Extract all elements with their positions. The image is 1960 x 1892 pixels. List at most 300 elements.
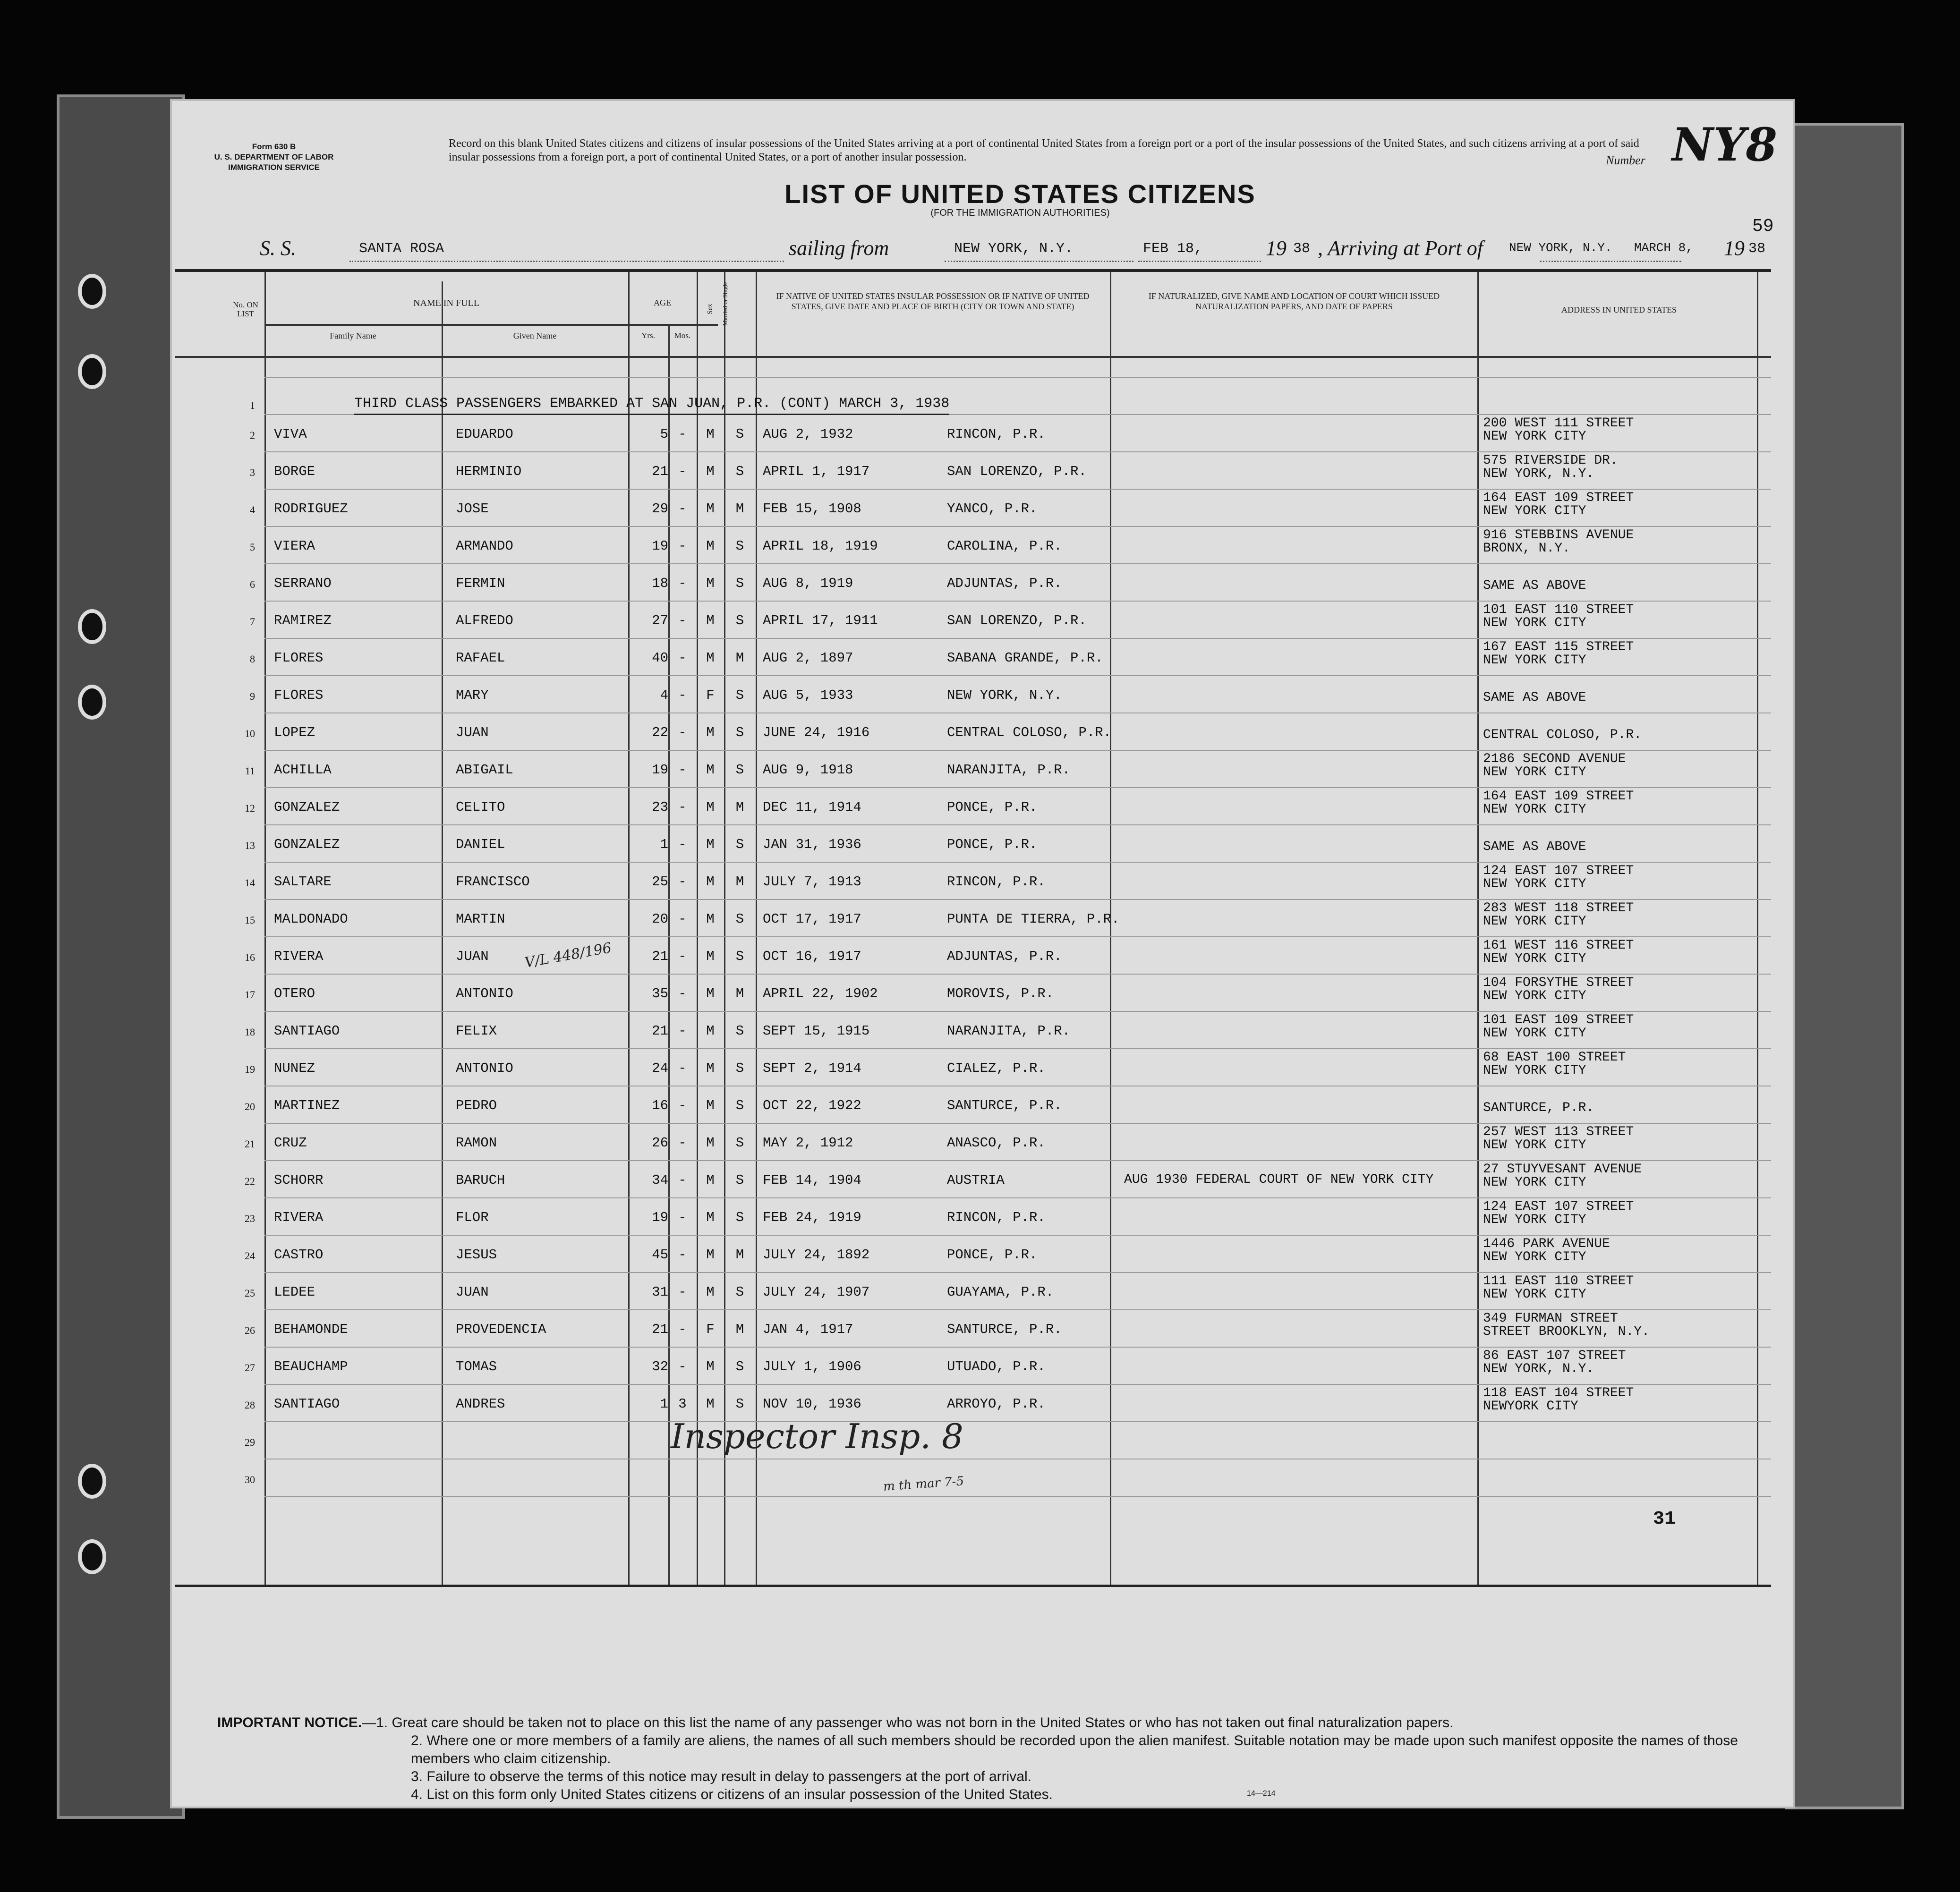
birth-date: SEPT 15, 1915 — [763, 1023, 870, 1039]
arrive-year-prefix: 19 — [1724, 237, 1745, 260]
row-rule — [264, 1235, 1771, 1236]
birth-place: GUAYAMA, P.R. — [947, 1284, 1054, 1300]
given-name: RAMON — [456, 1135, 497, 1151]
column-divider — [1757, 272, 1758, 1585]
row-rule — [264, 675, 1771, 676]
binder-hole — [78, 354, 106, 389]
header-married-single: Married or Single — [721, 282, 729, 326]
family-name: MARTINEZ — [274, 1098, 340, 1113]
marital-status: S — [735, 576, 744, 591]
sex: M — [706, 613, 715, 628]
birth-place: PUNTA DE TIERRA, P.R. — [947, 911, 1120, 927]
row-rule — [264, 638, 1771, 639]
row-number: 18 — [245, 1026, 255, 1038]
row-rule — [264, 1048, 1771, 1049]
birth-date: SEPT 2, 1914 — [763, 1061, 861, 1076]
row-rule — [264, 1347, 1771, 1348]
from-year-prefix: 19 — [1266, 237, 1287, 260]
header-yrs: Yrs. — [641, 331, 655, 340]
header-name-in-full: NAME IN FULL — [413, 298, 479, 308]
age-months: - — [678, 949, 687, 964]
age-years: 21 — [652, 1023, 668, 1039]
sex: M — [706, 725, 715, 740]
from-year: 38 — [1293, 241, 1311, 257]
row-rule — [264, 526, 1771, 527]
age-months: - — [678, 426, 687, 442]
vl-annotation: V/L 448/196 — [523, 940, 613, 971]
age-months: - — [678, 986, 687, 1001]
marital-status: S — [735, 725, 744, 740]
row-rule — [264, 936, 1771, 937]
address-line-2: NEW YORK, N.Y. — [1483, 1362, 1594, 1376]
row-rule — [264, 1384, 1771, 1385]
birth-place: ARROYO, P.R. — [947, 1396, 1046, 1412]
passenger-total: 31 — [1653, 1509, 1676, 1530]
address-line-1: SAME AS ABOVE — [1483, 578, 1586, 593]
marital-status: S — [735, 1359, 744, 1374]
row-number: 10 — [245, 728, 255, 739]
address-line-2: NEW YORK CITY — [1483, 989, 1586, 1003]
birth-date: APRIL 1, 1917 — [763, 464, 870, 479]
given-name: PEDRO — [456, 1098, 497, 1113]
birth-place: UTUADO, P.R. — [947, 1359, 1046, 1374]
address-line-1: 101 EAST 109 STREET — [1483, 1013, 1634, 1027]
row-number: 28 — [245, 1399, 255, 1411]
row-number: 26 — [245, 1324, 255, 1336]
column-divider — [264, 272, 266, 1585]
age-months: - — [678, 1247, 687, 1263]
binder-hole — [78, 609, 106, 644]
header-given-name: Given Name — [513, 331, 557, 340]
row-number: 5 — [250, 541, 255, 553]
row-number: 8 — [250, 653, 255, 665]
manifest-page — [170, 99, 1795, 1808]
important-notice — [217, 1714, 1752, 1804]
row-number: 17 — [245, 989, 255, 1001]
number-label: Number — [1606, 153, 1645, 167]
address-line-1: 124 EAST 107 STREET — [1483, 864, 1634, 878]
marital-status: S — [735, 1172, 744, 1188]
address-line-2: NEW YORK CITY — [1483, 1250, 1586, 1264]
sex: M — [706, 1359, 715, 1374]
birth-place: NARANJITA, P.R. — [947, 762, 1071, 778]
birth-date: JULY 7, 1913 — [763, 874, 861, 890]
header-no: No. ON LIST — [233, 300, 258, 318]
sex: M — [706, 986, 715, 1001]
marital-status: S — [735, 762, 744, 778]
age-years: 35 — [652, 986, 668, 1001]
sex: M — [706, 1135, 715, 1151]
sex: M — [706, 762, 715, 778]
family-name: LEDEE — [274, 1284, 315, 1300]
birth-place: PONCE, P.R. — [947, 1247, 1038, 1263]
given-name: TOMAS — [456, 1359, 497, 1374]
address-line-1: 257 WEST 113 STREET — [1483, 1125, 1634, 1139]
sex: M — [706, 837, 715, 852]
ss-label: S. S. — [260, 237, 296, 260]
notice-item-4: 4. List on this form only United States citizens or citizens of an insular possession of the United States. — [411, 1787, 1053, 1802]
sex: M — [706, 1023, 715, 1039]
address-line-2: NEW YORK CITY — [1483, 653, 1586, 668]
sex: M — [706, 650, 715, 666]
marital-status: S — [735, 1284, 744, 1300]
birth-place: AUSTRIA — [947, 1172, 1005, 1188]
age-months: - — [678, 1023, 687, 1039]
address-line-2: STREET BROOKLYN, N.Y. — [1483, 1324, 1650, 1339]
sex: M — [706, 911, 715, 927]
given-name: ALFREDO — [456, 613, 513, 628]
age-years: 26 — [652, 1135, 668, 1151]
row-number: 23 — [245, 1213, 255, 1224]
birth-place: NARANJITA, P.R. — [947, 1023, 1071, 1039]
family-name: SALTARE — [274, 874, 332, 890]
marital-status: S — [735, 949, 744, 964]
row-rule — [264, 787, 1771, 788]
age-years: 24 — [652, 1061, 668, 1076]
age-months: - — [678, 1284, 687, 1300]
section-heading: THIRD CLASS PASSENGERS EMBARKED AT SAN JUAN, P.R. (CONT) MARCH 3, 1938 — [354, 396, 949, 415]
row-number: 27 — [245, 1362, 255, 1374]
address-line-1: CENTRAL COLOSO, P.R. — [1483, 728, 1642, 742]
row-rule — [264, 862, 1771, 863]
birth-place: PONCE, P.R. — [947, 837, 1038, 852]
family-name: LOPEZ — [274, 725, 315, 740]
birth-place: SAN LORENZO, P.R. — [947, 613, 1087, 628]
birth-place: SABANA GRANDE, P.R. — [947, 650, 1103, 666]
address-line-2: NEW YORK CITY — [1483, 877, 1586, 891]
family-name: VIVA — [274, 426, 307, 442]
marital-status: M — [735, 986, 744, 1001]
sex: M — [706, 576, 715, 591]
address-line-1: 124 EAST 107 STREET — [1483, 1199, 1634, 1214]
age-months: - — [678, 1322, 687, 1337]
given-name: ANTONIO — [456, 1061, 513, 1076]
address-line-2: NEW YORK CITY — [1483, 429, 1586, 444]
age-years: 31 — [652, 1284, 668, 1300]
birth-place: CENTRAL COLOSO, P.R. — [947, 725, 1112, 740]
family-name: BORGE — [274, 464, 315, 479]
binder-hole — [78, 685, 106, 720]
arrive-year: 38 — [1748, 241, 1766, 257]
marital-status: M — [735, 1322, 744, 1337]
address-line-1: 164 EAST 109 STREET — [1483, 491, 1634, 505]
row-number: 14 — [245, 877, 255, 889]
row-number: 7 — [250, 616, 255, 628]
row-number: 29 — [245, 1436, 255, 1448]
birth-place: NEW YORK, N.Y. — [947, 687, 1062, 703]
birth-date: AUG 2, 1897 — [763, 650, 853, 666]
address-line-2: NEW YORK CITY — [1483, 1138, 1586, 1153]
row-rule — [264, 1496, 1771, 1497]
sex: M — [706, 799, 715, 815]
family-name: RAMIREZ — [274, 613, 332, 628]
family-name: MALDONADO — [274, 911, 348, 927]
address-line-1: 916 STEBBINS AVENUE — [1483, 528, 1634, 543]
birth-place: SANTURCE, P.R. — [947, 1322, 1062, 1337]
family-name: VIERA — [274, 538, 315, 554]
address-line-1: 349 FURMAN STREET — [1483, 1311, 1618, 1326]
age-years: 19 — [652, 538, 668, 554]
birth-place: RINCON, P.R. — [947, 874, 1046, 890]
given-name: BARUCH — [456, 1172, 505, 1188]
fill-line — [1540, 261, 1681, 262]
age-months: - — [678, 576, 687, 591]
row-number: 13 — [245, 840, 255, 851]
row-number: 11 — [245, 765, 255, 777]
column-divider — [1110, 272, 1111, 1585]
row-number: 15 — [245, 914, 255, 926]
sailing-label: sailing from — [789, 237, 889, 260]
address-line-1: 86 EAST 107 STREET — [1483, 1349, 1626, 1363]
family-name: GONZALEZ — [274, 837, 340, 852]
address-line-1: 2186 SECOND AVENUE — [1483, 752, 1626, 766]
notice-item-2: 2. Where one or more members of a family are aliens, the names of all such members should be recorded upon the alien manifest. Suitable notation may be made upon such manifest opposite the names of those members who claim citizenship. — [411, 1733, 1738, 1766]
family-name: GONZALEZ — [274, 799, 340, 815]
sex: M — [706, 501, 715, 517]
address-line-1: 68 EAST 100 STREET — [1483, 1050, 1626, 1065]
marital-status: S — [735, 1396, 744, 1412]
age-months: 3 — [678, 1396, 687, 1412]
birth-place: ANASCO, P.R. — [947, 1135, 1046, 1151]
family-name: BEHAMONDE — [274, 1322, 348, 1337]
age-years: 20 — [652, 911, 668, 927]
family-name: SANTIAGO — [274, 1396, 340, 1412]
page-number: 59 — [1752, 216, 1774, 237]
age-months: - — [678, 501, 687, 517]
age-years: 5 — [660, 426, 668, 442]
marital-status: S — [735, 687, 744, 703]
row-rule — [264, 563, 1771, 564]
notice-item-1: —1. Great care should be taken not to place on this list the name of any passenger who was not born in the United States or who has not taken out final naturalization papers. — [362, 1715, 1454, 1731]
sex: M — [706, 949, 715, 964]
marital-status: S — [735, 1061, 744, 1076]
page-subtitle: (FOR THE IMMIGRATION AUTHORITIES) — [930, 208, 1110, 218]
header-naturalized: IF NATURALIZED, GIVE NAME AND LOCATION OF COURT WHICH ISSUED NATURALIZATION PAPERS, AND DATE OF PAPERS — [1148, 291, 1440, 311]
birth-place: SANTURCE, P.R. — [947, 1098, 1062, 1113]
given-name: ARMANDO — [456, 538, 513, 554]
birth-date: JULY 24, 1907 — [763, 1284, 870, 1300]
sex: M — [706, 538, 715, 554]
sex: M — [706, 1061, 715, 1076]
birth-place: ADJUNTAS, P.R. — [947, 949, 1062, 964]
address-line-1: SANTURCE, P.R. — [1483, 1101, 1594, 1115]
sex: M — [706, 426, 715, 442]
family-name: OTERO — [274, 986, 315, 1001]
age-years: 4 — [660, 687, 668, 703]
header-age: AGE — [654, 298, 671, 307]
birth-date: AUG 9, 1918 — [763, 762, 853, 778]
given-name: ANTONIO — [456, 986, 513, 1001]
given-name: FELIX — [456, 1023, 497, 1039]
age-months: - — [678, 837, 687, 852]
row-rule — [264, 1123, 1771, 1124]
birth-place: MOROVIS, P.R. — [947, 986, 1054, 1001]
row-number: 21 — [245, 1138, 255, 1150]
given-name: EDUARDO — [456, 426, 513, 442]
marital-status: S — [735, 613, 744, 628]
arrive-date: MARCH 8, — [1634, 241, 1693, 255]
ship-name: SANTA ROSA — [359, 241, 444, 257]
address-line-2: NEW YORK CITY — [1483, 1063, 1586, 1078]
given-name: DANIEL — [456, 837, 505, 852]
address-line-2: NEW YORK CITY — [1483, 504, 1586, 518]
form-id-line: IMMIGRATION SERVICE — [228, 163, 320, 172]
age-months: - — [678, 874, 687, 890]
age-years: 1 — [660, 837, 668, 852]
row-rule — [264, 1197, 1771, 1198]
marital-status: S — [735, 1210, 744, 1225]
given-name: RAFAEL — [456, 650, 505, 666]
family-name: ACHILLA — [274, 762, 332, 778]
naturalization-court: AUG 1930 FEDERAL COURT OF NEW YORK CITY — [1124, 1172, 1434, 1187]
given-name: PROVEDENCIA — [456, 1322, 546, 1337]
address-line-1: 283 WEST 118 STREET — [1483, 901, 1634, 916]
birth-date: OCT 22, 1922 — [763, 1098, 861, 1113]
given-name: ABIGAIL — [456, 762, 513, 778]
binder-hole — [78, 274, 106, 309]
row-rule — [264, 1160, 1771, 1161]
row-number: 25 — [245, 1287, 255, 1299]
row-rule — [264, 1421, 1771, 1422]
age-months: - — [678, 613, 687, 628]
birth-date: DEC 11, 1914 — [763, 799, 861, 815]
marital-status: S — [735, 1098, 744, 1113]
sex: M — [706, 874, 715, 890]
birth-date: MAY 2, 1912 — [763, 1135, 853, 1151]
birth-date: JULY 1, 1906 — [763, 1359, 861, 1374]
age-years: 18 — [652, 576, 668, 591]
marital-status: M — [735, 501, 744, 517]
birth-date: AUG 2, 1932 — [763, 426, 853, 442]
given-name: JESUS — [456, 1247, 497, 1263]
family-name: RODRIGUEZ — [274, 501, 348, 517]
birth-date: FEB 24, 1919 — [763, 1210, 861, 1225]
age-months: - — [678, 464, 687, 479]
address-line-1: 200 WEST 111 STREET — [1483, 416, 1634, 431]
record-instructions: Record on this blank United States citizens and citizens of insular possessions of the United States arriving at a port of continental United States from a foreign port or a port of the insular possessions of the United States, and such citizens arriving at a port of said insular possessions from a foreign port, a port of continental United States, or a port of another insular possession. — [449, 137, 1639, 163]
age-months: - — [678, 1210, 687, 1225]
address-line-2: NEW YORK CITY — [1483, 802, 1586, 817]
age-months: - — [678, 799, 687, 815]
family-name: SCHORR — [274, 1172, 324, 1188]
row-number: 9 — [250, 690, 255, 702]
marital-status: S — [735, 464, 744, 479]
row-number: 22 — [245, 1175, 255, 1187]
birth-date: AUG 8, 1919 — [763, 576, 853, 591]
birth-date: JULY 24, 1892 — [763, 1247, 870, 1263]
birth-date: JAN 4, 1917 — [763, 1322, 853, 1337]
age-years: 34 — [652, 1172, 668, 1188]
family-name: NUNEZ — [274, 1061, 315, 1076]
address-line-2: BRONX, N.Y. — [1483, 541, 1570, 556]
binder-strip — [57, 94, 185, 1819]
address-line-1: 104 FORSYTHE STREET — [1483, 976, 1634, 990]
marital-status: M — [735, 874, 744, 890]
address-line-1: 167 EAST 115 STREET — [1483, 640, 1634, 654]
birth-date: JAN 31, 1936 — [763, 837, 861, 852]
form-code: 14—214 — [1247, 1790, 1276, 1798]
sex: F — [706, 1322, 715, 1337]
age-years: 23 — [652, 799, 668, 815]
header-divider — [175, 356, 1771, 358]
fill-line — [945, 261, 1133, 262]
address-line-2: NEW YORK, N.Y. — [1483, 467, 1594, 481]
age-years: 27 — [652, 613, 668, 628]
family-name: FLORES — [274, 687, 324, 703]
address-line-2: NEW YORK CITY — [1483, 765, 1586, 780]
age-months: - — [678, 1135, 687, 1151]
given-name: FRANCISCO — [456, 874, 530, 890]
age-months: - — [678, 725, 687, 740]
address-line-1: 161 WEST 116 STREET — [1483, 938, 1634, 953]
marital-status: M — [735, 650, 744, 666]
row-rule — [264, 1272, 1771, 1273]
age-years: 40 — [652, 650, 668, 666]
address-line-1: 164 EAST 109 STREET — [1483, 789, 1634, 804]
marital-status: M — [735, 1247, 744, 1263]
birth-date: FEB 15, 1908 — [763, 501, 861, 517]
row-rule — [264, 451, 1771, 452]
age-months: - — [678, 538, 687, 554]
age-months: - — [678, 762, 687, 778]
age-years: 45 — [652, 1247, 668, 1263]
row-number: 19 — [245, 1063, 255, 1075]
sex: M — [706, 1284, 715, 1300]
address-line-1: 101 EAST 110 STREET — [1483, 602, 1634, 617]
age-years: 21 — [652, 464, 668, 479]
marital-status: S — [735, 1023, 744, 1039]
family-name: SANTIAGO — [274, 1023, 340, 1039]
birth-date: APRIL 18, 1919 — [763, 538, 878, 554]
back-sheet — [1785, 123, 1904, 1809]
given-name: JUAN — [456, 1284, 489, 1300]
age-years: 1 — [660, 1396, 668, 1412]
given-name: HERMINIO — [456, 464, 522, 479]
birth-date: FEB 14, 1904 — [763, 1172, 861, 1188]
header-sex: Sex — [706, 304, 714, 314]
birth-date: OCT 16, 1917 — [763, 949, 861, 964]
address-line-1: 118 EAST 104 STREET — [1483, 1386, 1634, 1400]
age-months: - — [678, 687, 687, 703]
age-months: - — [678, 911, 687, 927]
sex: M — [706, 1172, 715, 1188]
months-note: m th mar 7-5 — [883, 1474, 964, 1494]
passenger-table — [175, 269, 1771, 1587]
column-divider — [442, 281, 443, 1585]
age-months: - — [678, 1359, 687, 1374]
address-line-2: NEWYORK CITY — [1483, 1399, 1578, 1414]
sex: M — [706, 464, 715, 479]
number-value: NY8 — [1672, 118, 1778, 171]
row-rule — [264, 750, 1771, 751]
binder-hole — [78, 1539, 106, 1574]
sex: M — [706, 1247, 715, 1263]
birth-date: AUG 5, 1933 — [763, 687, 853, 703]
given-name: JUAN — [456, 725, 489, 740]
row-rule — [264, 974, 1771, 975]
family-name: CRUZ — [274, 1135, 307, 1151]
given-name: FLOR — [456, 1210, 489, 1225]
sex: M — [706, 1396, 715, 1412]
address-line-2: NEW YORK CITY — [1483, 1287, 1586, 1302]
inspector-signature: Inspector Insp. 8 — [671, 1417, 963, 1456]
address-line-2: NEW YORK CITY — [1483, 616, 1586, 630]
fill-line — [1138, 261, 1261, 262]
address-line-2: NEW YORK CITY — [1483, 1175, 1586, 1190]
row-rule — [264, 489, 1771, 490]
binder-hole — [78, 1464, 106, 1499]
given-name: JUAN — [456, 949, 489, 964]
